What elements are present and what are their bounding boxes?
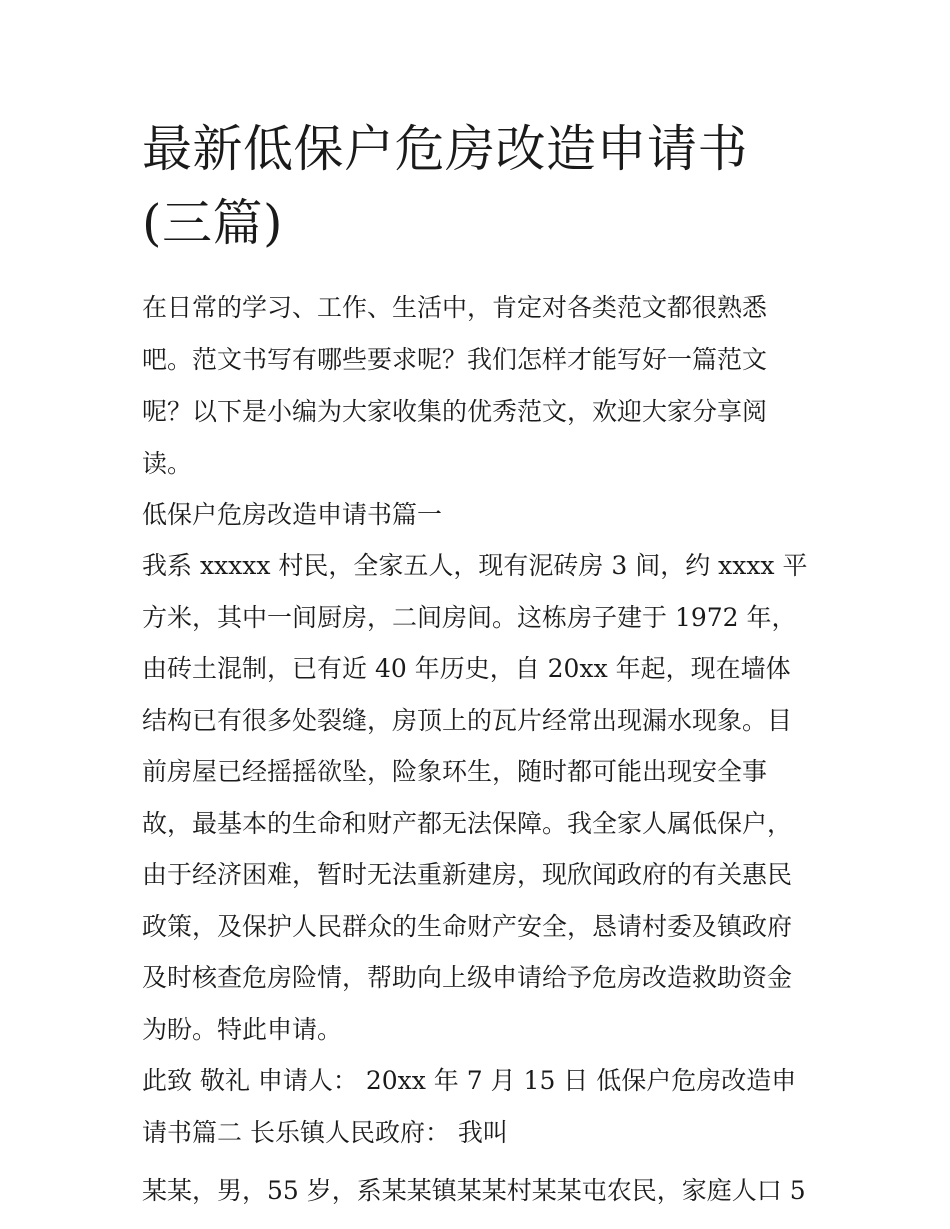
document-page: [142, 112, 814, 1219]
section-1-body: 我系 xxxxx 村民，全家五人，现有泥砖房 3 间，约 xxxx 平方米，其中一间厨房，二间房间。这栋房子建于 1972 年，由砖土混制，已有近 40 年历史，自 20xx 年起，现在墙体结构已有很多处裂缝，房顶上的瓦片经常出现漏水现象。目前房屋已经摇摇欲坠，险象环生，随时都可能出现安全事故，最基本的生命和财产都无法保障。我全家人属低保户，由于经济困难，暂时无法重新建房，现欣闻政府的有关惠民政策，及保护人民群众的生命财产安全，恳请村委及镇政府及时核查危房险情，帮助向上级申请给予危房改造救助资金为盼。特此申请。: [142, 551, 808, 1044]
section-2-start: 某某，男，55 岁，系某某镇某某村某某屯农民，家庭人口 5: [142, 1176, 806, 1205]
section-1-heading: 低保户危房改造申请书篇一: [142, 500, 443, 529]
intro-paragraph: 在日常的学习、工作、生活中，肯定对各类范文都很熟悉吧。范文书写有哪些要求呢？我们怎样才能写好一篇范文呢？以下是小编为大家收集的优秀范文，欢迎大家分享阅读。: [142, 293, 768, 478]
closing-paragraph: 此致 敬礼 申请人： 20xx 年 7 月 15 日 低保户危房改造申请书篇二 长乐镇人民政府： 我叫: [142, 1066, 797, 1147]
document-title: 最新低保户危房改造申请书(三篇): [142, 120, 748, 252]
